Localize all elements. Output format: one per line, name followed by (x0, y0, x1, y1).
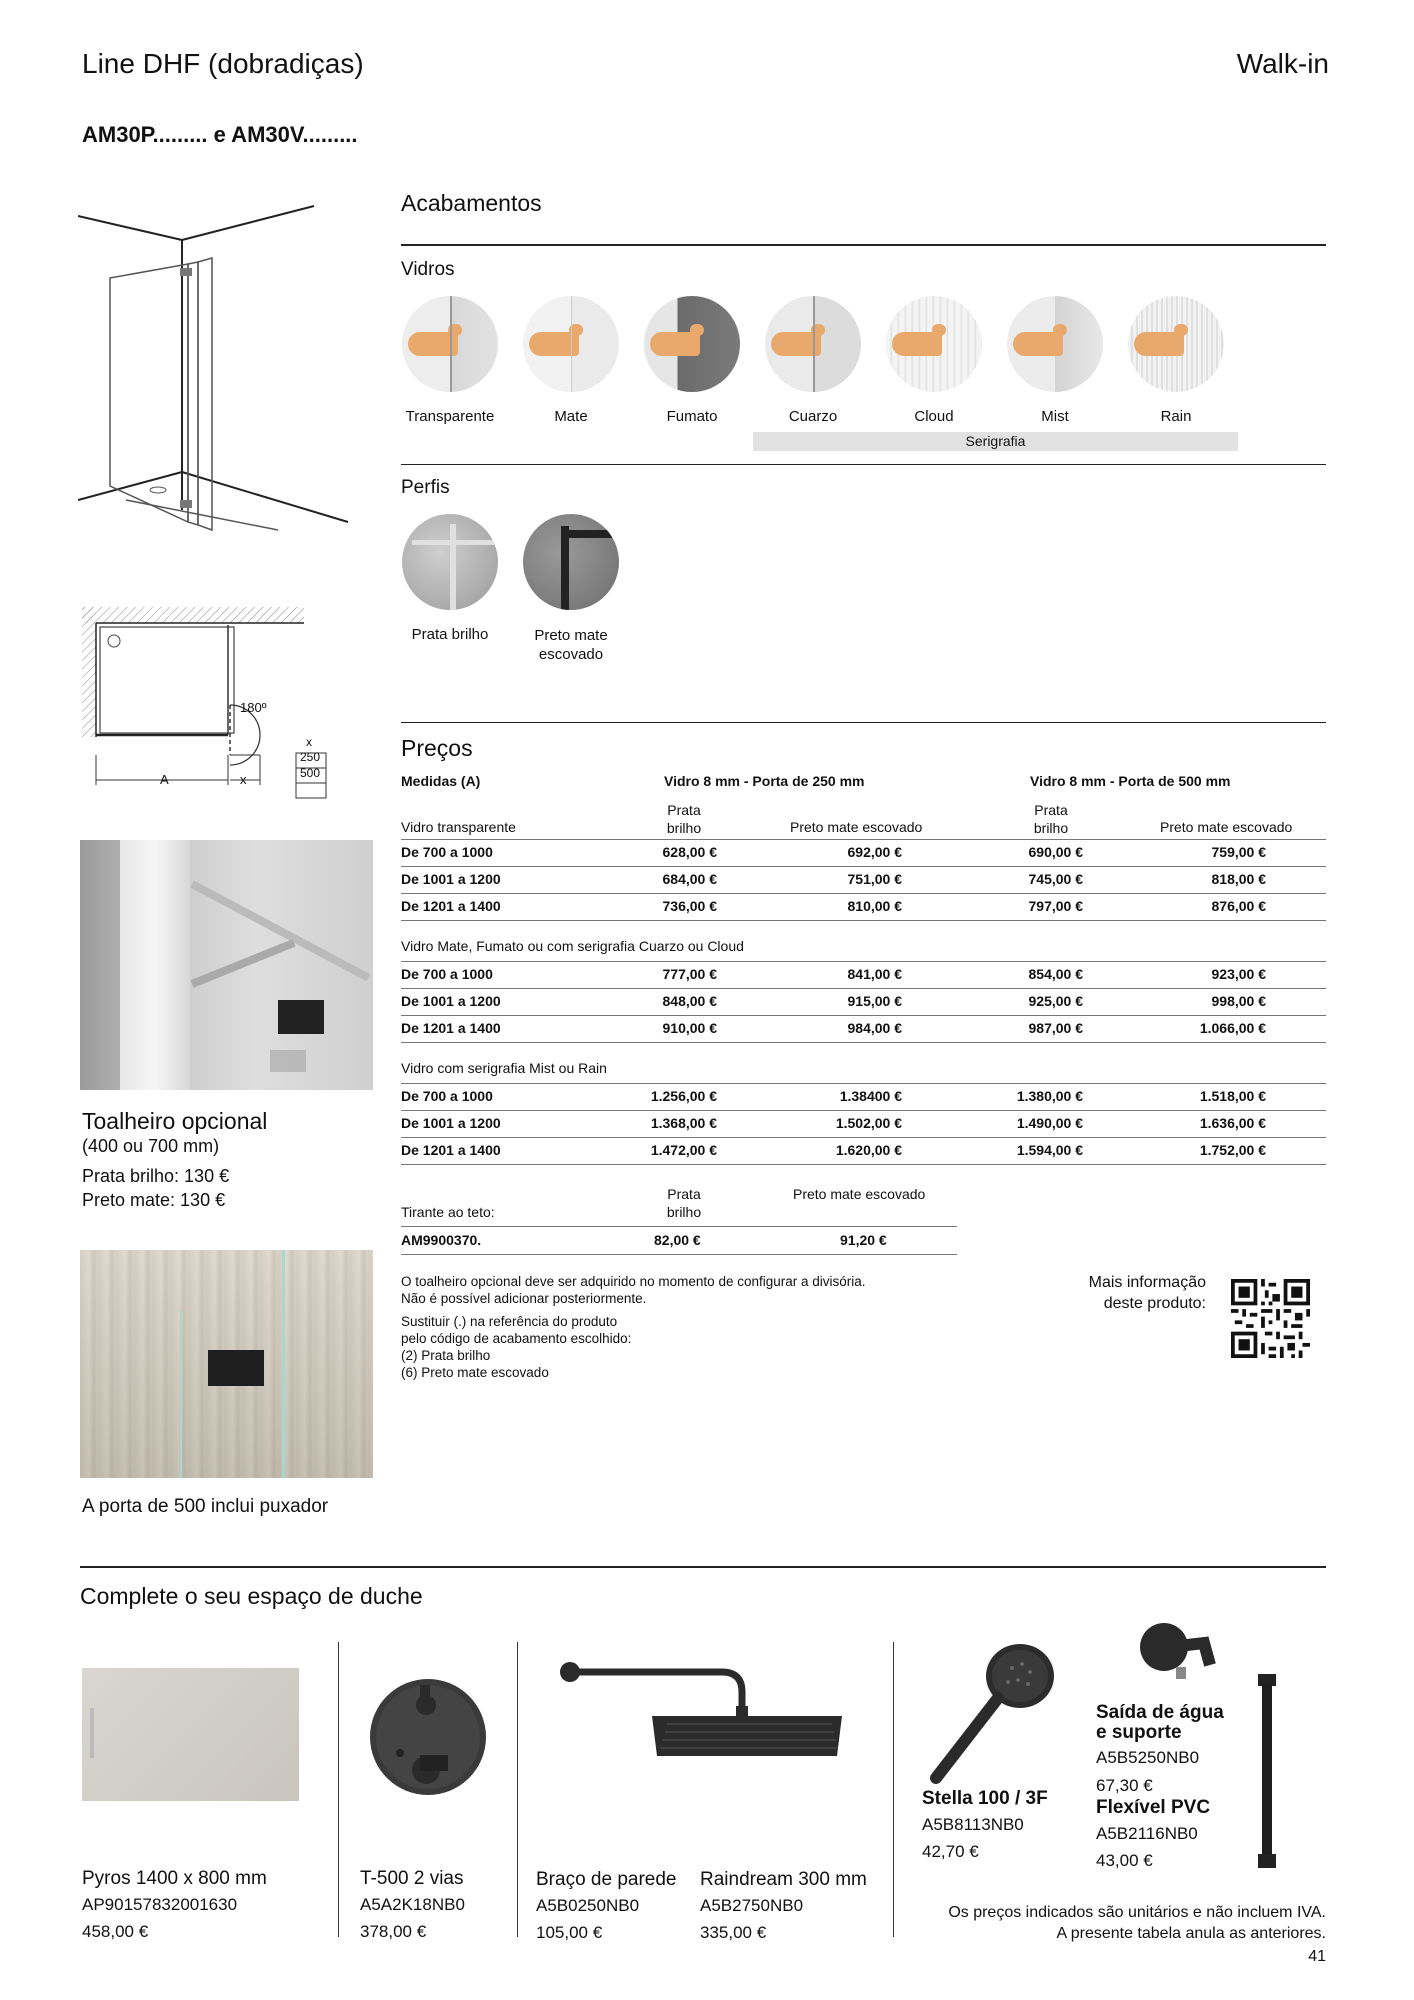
x-option-250: 250 (300, 750, 321, 764)
product-price-pyros: 458,00 € (82, 1922, 149, 1941)
price-group-label: Vidro Mate, Fumato ou com serigrafia Cuarzo ou Cloud (401, 938, 744, 954)
glass-title: Vidros (401, 259, 455, 280)
footer-notes: Os preços indicados são unitários e não incluem IVA. A presente tabela anula as anteriores. (948, 1904, 1326, 1942)
shower-perspective-drawing (78, 200, 353, 540)
sub-black-250: Preto mate escovado (790, 819, 923, 835)
complete-title: Complete o seu espaço de duche (80, 1583, 423, 1609)
glass-mist: Mist (1005, 296, 1105, 425)
product-name-stella: Stella 100 / 3F (922, 1788, 1048, 1809)
model-codes: AM30P......... e AM30V......... (82, 122, 358, 147)
price-cell: 797,00 € (1028, 898, 1083, 914)
towel-price-silver: Prata brilho: 130 € (82, 1166, 230, 1186)
product-code-raindream: A5B2750NB0 (700, 1896, 804, 1915)
qr-code[interactable] (1231, 1279, 1310, 1358)
price-cell: 1.380,00 € (1016, 1088, 1083, 1104)
towel-rail-photo (80, 840, 373, 1090)
price-cell: 751,00 € (847, 871, 902, 887)
product-name-raindream: Raindream 300 mm (700, 1869, 867, 1890)
product-price-arm: 105,00 € (536, 1923, 603, 1942)
product-code-arm: A5B0250NB0 (536, 1896, 640, 1915)
price-cell: 910,00 € (662, 1020, 717, 1036)
tie-price-black: 91,20 € (840, 1232, 887, 1248)
page-number: 41 (1308, 1948, 1326, 1965)
price-cell: 1.256,00 € (650, 1088, 717, 1104)
price-row-measure: De 1201 a 1400 (401, 898, 501, 914)
price-cell: 777,00 € (662, 966, 717, 982)
x-option-label: x (306, 735, 312, 749)
sub-silver-250: Prata brilho (666, 802, 702, 836)
product-price-outlet: 67,30 € (1096, 1776, 1153, 1795)
product-code-hose: A5B2116NB0 (1096, 1824, 1198, 1843)
dimension-x-label: x (240, 772, 247, 787)
price-row-measure: De 700 a 1000 (401, 844, 493, 860)
tie-code: AM9900370. (401, 1232, 482, 1248)
glass-cloud: Cloud (884, 296, 984, 425)
price-row-measure: De 1201 a 1400 (401, 1142, 501, 1158)
price-cell: 841,00 € (847, 966, 902, 982)
glass-fumato: Fumato (642, 296, 742, 425)
prices-title: Preços (401, 735, 473, 761)
product-price-stella: 42,70 € (922, 1842, 979, 1861)
wall-arm-raindream-photo (552, 1650, 852, 1790)
price-cell: 810,00 € (847, 898, 902, 914)
page-title: Line DHF (dobradiças) (82, 48, 364, 79)
wall-outlet-photo (1130, 1615, 1230, 1690)
col-group-250: Vidro 8 mm - Porta de 250 mm (664, 773, 865, 789)
price-cell: 987,00 € (1028, 1020, 1083, 1036)
shower-plan-diagram (78, 605, 338, 800)
x-option-500: 500 (300, 766, 321, 780)
glass-mate: Mate (521, 296, 621, 425)
profiles-title: Perfis (401, 477, 450, 498)
product-code-t500: A5A2K18NB0 (360, 1895, 465, 1914)
door-handle-photo (80, 1250, 373, 1478)
price-cell: 998,00 € (1211, 993, 1266, 1009)
price-cell: 692,00 € (847, 844, 902, 860)
price-cell: 1.38400 € (839, 1088, 902, 1104)
price-cell: 1.490,00 € (1016, 1115, 1083, 1131)
glass-transparente: Transparente (400, 296, 500, 425)
category-label: Walk-in (1236, 48, 1329, 79)
product-code-outlet: A5B5250NB0 (1096, 1748, 1200, 1767)
product-name-hose: Flexível PVC (1096, 1797, 1211, 1818)
price-row-measure: De 1001 a 1200 (401, 993, 501, 1009)
price-cell: 1.594,00 € (1016, 1142, 1083, 1158)
price-cell: 818,00 € (1211, 871, 1266, 887)
handle-caption: A porta de 500 inclui puxador (82, 1496, 329, 1517)
product-price-hose: 43,00 € (1096, 1851, 1153, 1870)
angle-label: 180º (240, 700, 267, 715)
glass-rain: Rain (1126, 296, 1226, 425)
product-name-pyros: Pyros 1400 x 800 mm (82, 1868, 267, 1889)
product-price-t500: 378,00 € (360, 1922, 427, 1941)
price-cell: 628,00 € (662, 844, 717, 860)
profile-preto-mate: Preto mate escovado (521, 514, 621, 664)
towel-rail-title: Toalheiro opcional (82, 1108, 268, 1134)
more-info-label: Mais informação deste produto: (1088, 1274, 1206, 1312)
towel-rail-sizes: (400 ou 700 mm) (82, 1136, 220, 1156)
price-cell: 984,00 € (847, 1020, 902, 1036)
product-price-raindream: 335,00 € (700, 1923, 767, 1942)
flexible-hose-photo (1252, 1672, 1282, 1872)
sub-silver-500: Prata brilho (1033, 802, 1069, 836)
pyros-tray-photo (82, 1668, 299, 1801)
price-cell: 690,00 € (1028, 844, 1083, 860)
price-row-measure: De 1001 a 1200 (401, 1115, 501, 1131)
price-row-measure: De 700 a 1000 (401, 966, 493, 982)
tie-sub-silver: Prata brilho (666, 1186, 702, 1220)
price-cell: 1.472,00 € (650, 1142, 717, 1158)
product-name-arm: Braço de parede (536, 1869, 677, 1890)
price-cell: 1.502,00 € (835, 1115, 902, 1131)
price-group-label: Vidro com serigrafia Mist ou Rain (401, 1060, 607, 1076)
price-cell: 1.518,00 € (1199, 1088, 1266, 1104)
price-cell: 854,00 € (1028, 966, 1083, 982)
price-group-label: Vidro transparente (401, 819, 516, 835)
tie-label: Tirante ao teto: (401, 1204, 495, 1220)
price-cell: 848,00 € (662, 993, 717, 1009)
price-cell: 1.066,00 € (1199, 1020, 1266, 1036)
price-cell: 684,00 € (662, 871, 717, 887)
product-code-stella: A5B8113NB0 (922, 1815, 1024, 1834)
price-row-measure: De 1201 a 1400 (401, 1020, 501, 1036)
serigrafia-band: Serigrafia (753, 432, 1238, 451)
dimension-a-label: A (160, 772, 169, 787)
product-name-t500: T-500 2 vias (360, 1868, 464, 1889)
price-row-measure: De 1001 a 1200 (401, 871, 501, 887)
sub-black-500: Preto mate escovado (1160, 819, 1293, 835)
profile-prata-brilho: Prata brilho (400, 514, 500, 643)
notes-block: O toalheiro opcional deve ser adquirido no momento de configurar a divisória. Não é possível adicionar posteriormente. Sustituir (.) na referência do produto pelo código de acabamento escolhido: (2) Prata brilho (6) Preto mate escovado (401, 1274, 866, 1380)
col-group-500: Vidro 8 mm - Porta de 500 mm (1030, 773, 1231, 789)
price-cell: 925,00 € (1028, 993, 1083, 1009)
price-cell: 876,00 € (1211, 898, 1266, 914)
towel-price-black: Preto mate: 130 € (82, 1190, 226, 1210)
price-row-measure: De 700 a 1000 (401, 1088, 493, 1104)
tie-price-silver: 82,00 € (654, 1232, 701, 1248)
glass-cuarzo: Cuarzo (763, 296, 863, 425)
col-measures: Medidas (A) (401, 773, 481, 789)
price-cell: 1.368,00 € (650, 1115, 717, 1131)
price-cell: 923,00 € (1211, 966, 1266, 982)
price-cell: 1.636,00 € (1199, 1115, 1266, 1131)
price-cell: 1.620,00 € (835, 1142, 902, 1158)
product-name-outlet: Saída de água e suporte (1096, 1702, 1224, 1743)
stella-hand-shower-photo (920, 1638, 1060, 1788)
price-cell: 759,00 € (1211, 844, 1266, 860)
tie-sub-black: Preto mate escovado (793, 1186, 926, 1202)
price-cell: 915,00 € (847, 993, 902, 1009)
t500-valve-photo (368, 1665, 488, 1815)
price-cell: 1.752,00 € (1199, 1142, 1266, 1158)
price-cell: 736,00 € (662, 898, 717, 914)
finishes-title: Acabamentos (401, 190, 542, 216)
product-code-pyros: AP90157832001630 (82, 1895, 238, 1914)
price-cell: 745,00 € (1028, 871, 1083, 887)
